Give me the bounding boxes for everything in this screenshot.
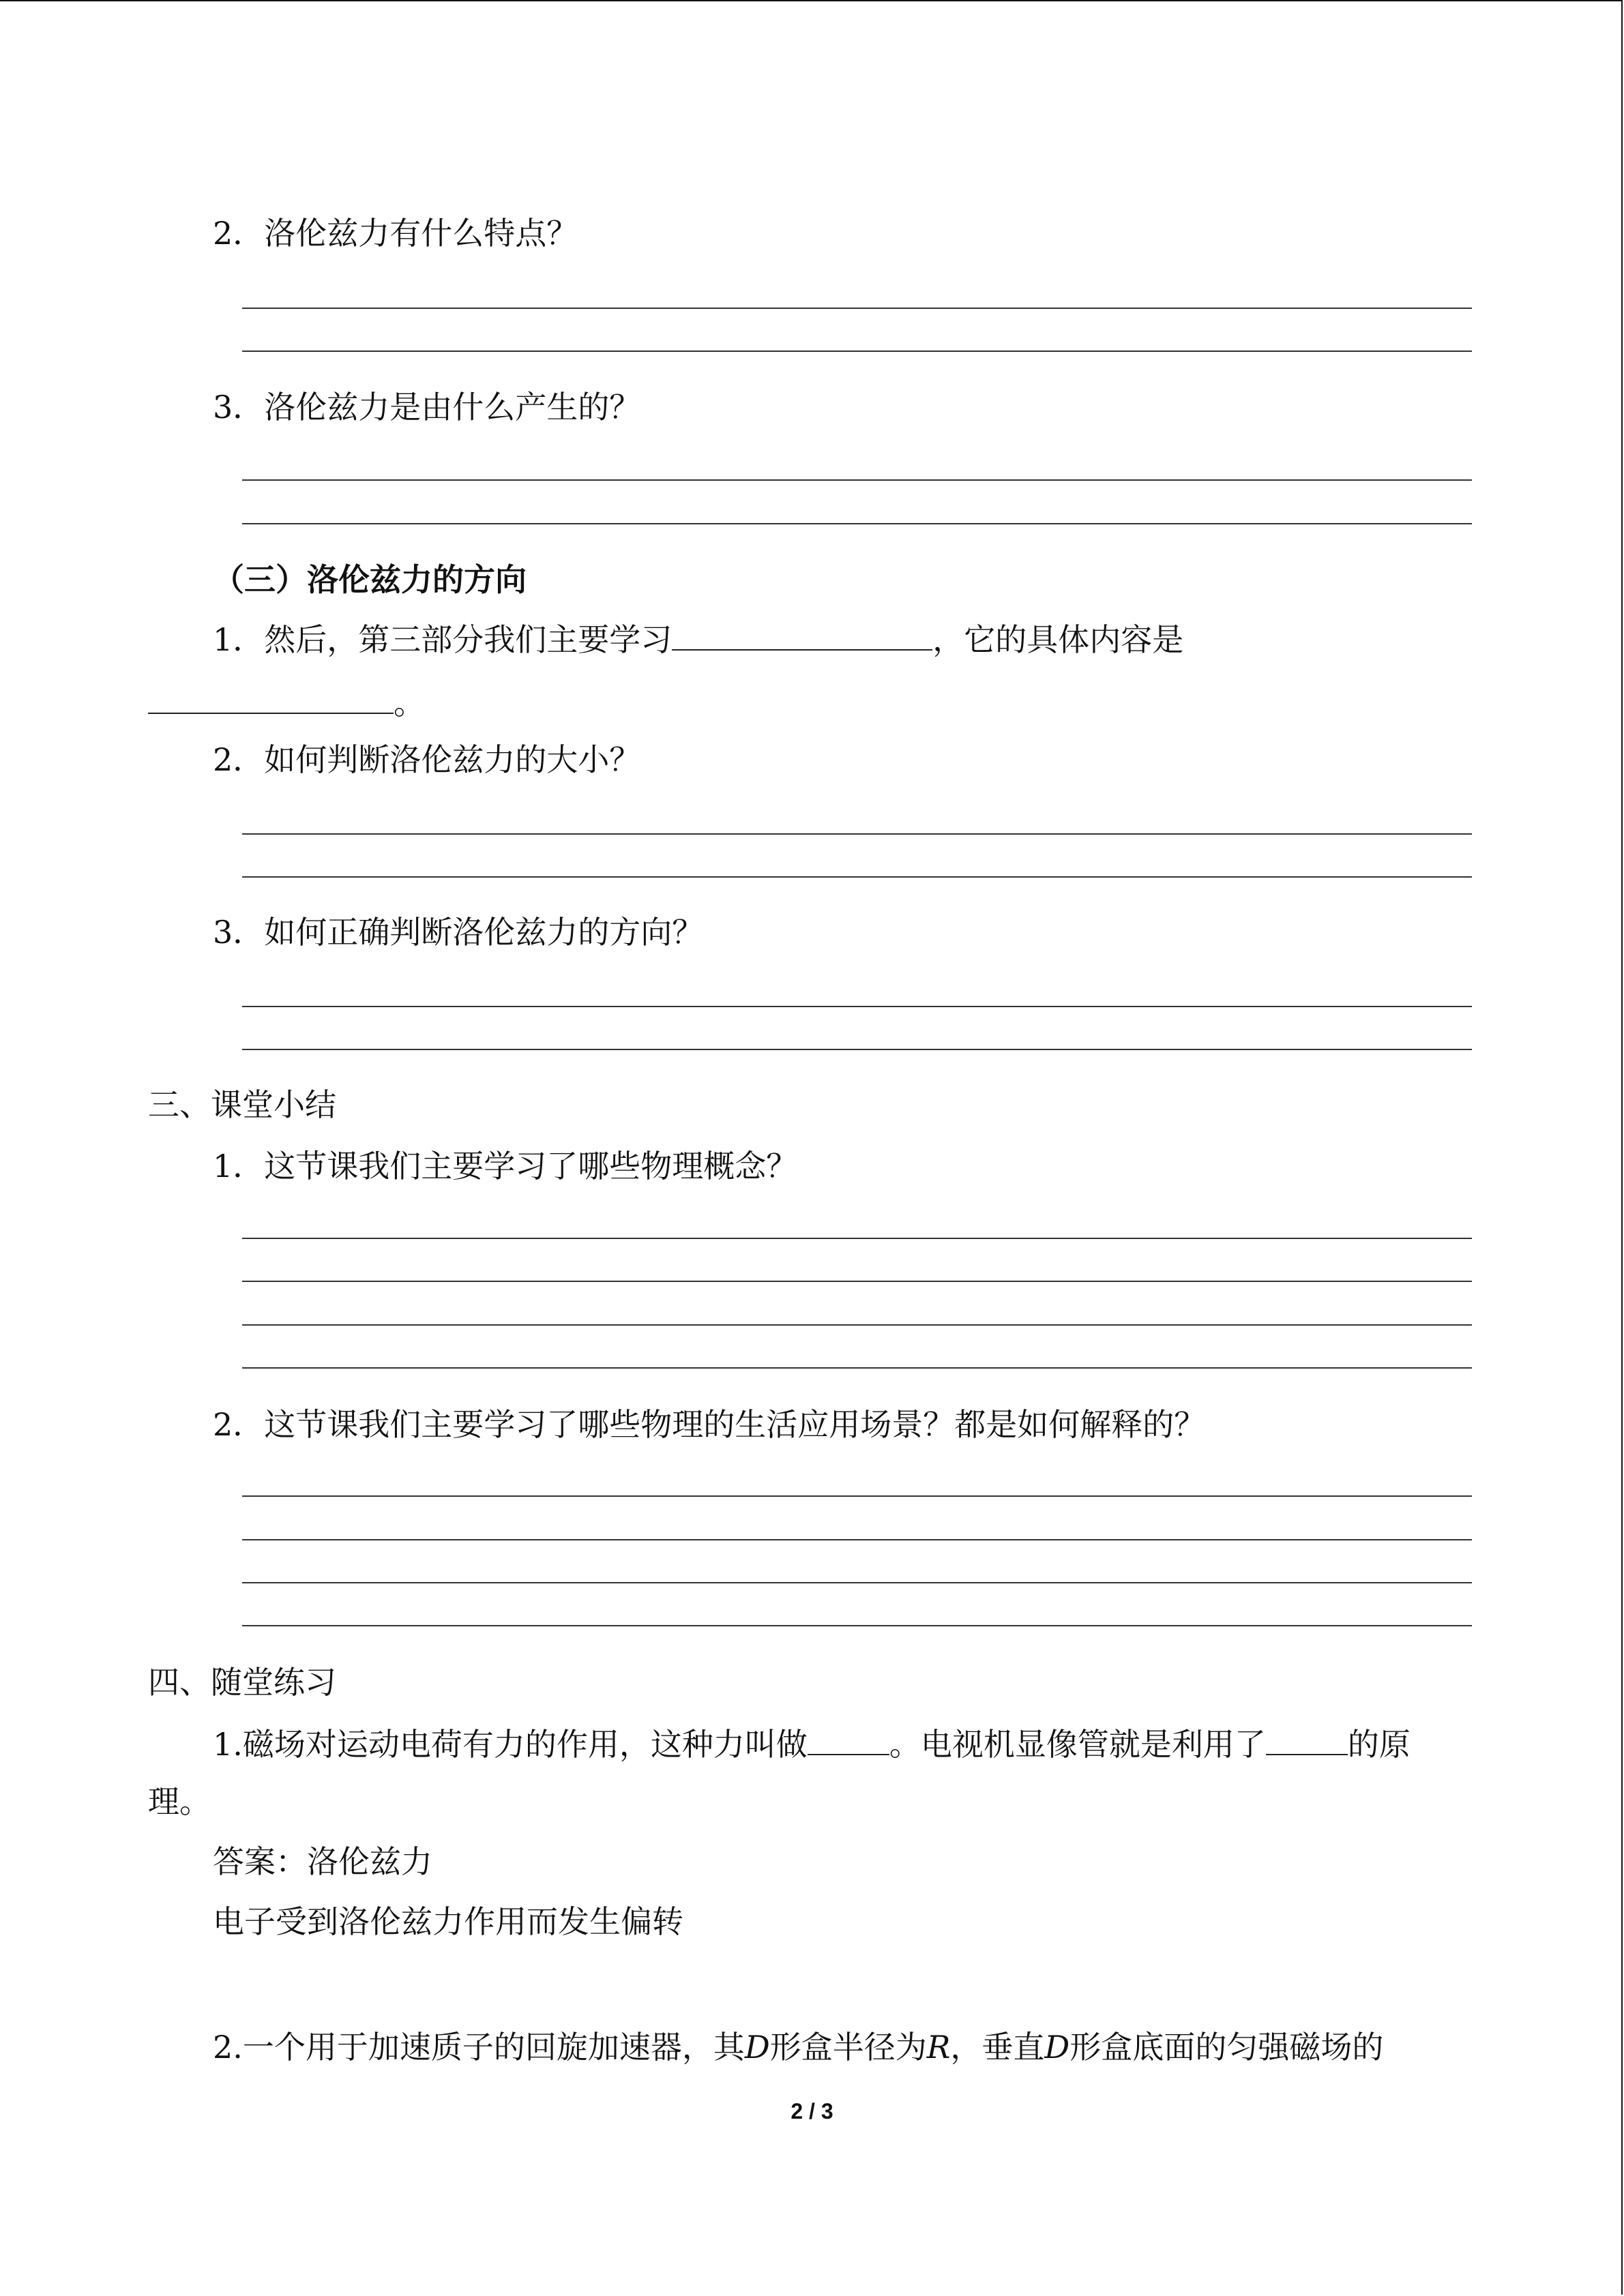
- exercise-1-text-b: 。电视机显像管就是利用了: [889, 1726, 1266, 1763]
- fill-blank: [1266, 1727, 1348, 1755]
- answer-line: [242, 1281, 1472, 1282]
- section-heading-direction: （三）洛伦兹力的方向: [213, 561, 527, 598]
- answer-line: [242, 523, 1472, 524]
- exercise-1: [213, 1725, 1411, 1763]
- exercise-2-text-a: 2.一个用于加速质子的回旋加速器，其: [213, 2029, 745, 2066]
- math-D: D: [744, 2029, 770, 2066]
- fill-blank: [672, 622, 932, 651]
- answer-line: [242, 308, 1472, 309]
- section-heading-summary: 三、课堂小结: [148, 1086, 336, 1123]
- answer-2: 电子受到洛伦兹力作用而发生偏转: [213, 1903, 683, 1940]
- answer-line: [242, 1238, 1472, 1239]
- answer-line: [242, 351, 1472, 352]
- answer-line: [242, 833, 1472, 835]
- fill-question-1-text-a: 1．然后，第三部分我们主要学习: [213, 621, 673, 658]
- answer-line: [242, 1367, 1472, 1369]
- answer-line: [242, 1539, 1472, 1540]
- fill-question-1-cont: [148, 684, 425, 722]
- math-D: D: [1044, 2029, 1070, 2066]
- answer-line: [242, 1006, 1472, 1007]
- section-heading-practice: 四、随堂练习: [148, 1664, 336, 1701]
- answer-line: [242, 1324, 1472, 1326]
- exercise-2: [213, 2028, 1383, 2066]
- answer-line: [242, 1582, 1472, 1583]
- exercise-2-text-c: ，垂直: [950, 2029, 1045, 2066]
- exercise-1-cont: 理。: [148, 1783, 211, 1820]
- summary-question-1: 1．这节课我们主要学习了哪些物理概念？: [213, 1148, 798, 1184]
- exercise-2-text-d: 形盒底面的匀强磁场的: [1069, 2029, 1384, 2066]
- question-2-lorentz-features: 2．洛伦兹力有什么特点？: [213, 215, 578, 252]
- page-number: 2 / 3: [791, 2099, 833, 2123]
- fill-question-1-end: 。: [394, 685, 425, 721]
- answer-line: [242, 1625, 1472, 1626]
- answer-line: [242, 1495, 1472, 1497]
- answer-line: [242, 1049, 1472, 1050]
- fill-question-1-text-b: ，它的具体内容是: [932, 621, 1184, 658]
- fill-question-1: [213, 621, 1183, 659]
- math-R: R: [926, 2029, 951, 2066]
- question-3-lorentz-origin: 3．洛伦兹力是由什么产生的？: [213, 389, 641, 426]
- exercise-2-text-b: 形盒半径为: [769, 2029, 927, 2066]
- question-2-magnitude: 2．如何判断洛伦兹力的大小？: [213, 741, 641, 778]
- answer-line: [242, 479, 1472, 481]
- fill-blank: [148, 685, 394, 714]
- fill-blank: [808, 1727, 889, 1755]
- answer-line: [242, 876, 1472, 878]
- question-3-direction: 3．如何正确判断洛伦兹力的方向？: [213, 914, 704, 951]
- exercise-1-text-a: 1.磁场对运动电荷有力的作用，这种力叫做: [213, 1726, 808, 1763]
- exercise-1-text-c: 的原: [1347, 1726, 1411, 1763]
- summary-question-2: 2．这节课我们主要学习了哪些物理的生活应用场景？都是如何解释的？: [213, 1406, 1206, 1443]
- answer-1: 答案：洛伦兹力: [213, 1843, 432, 1880]
